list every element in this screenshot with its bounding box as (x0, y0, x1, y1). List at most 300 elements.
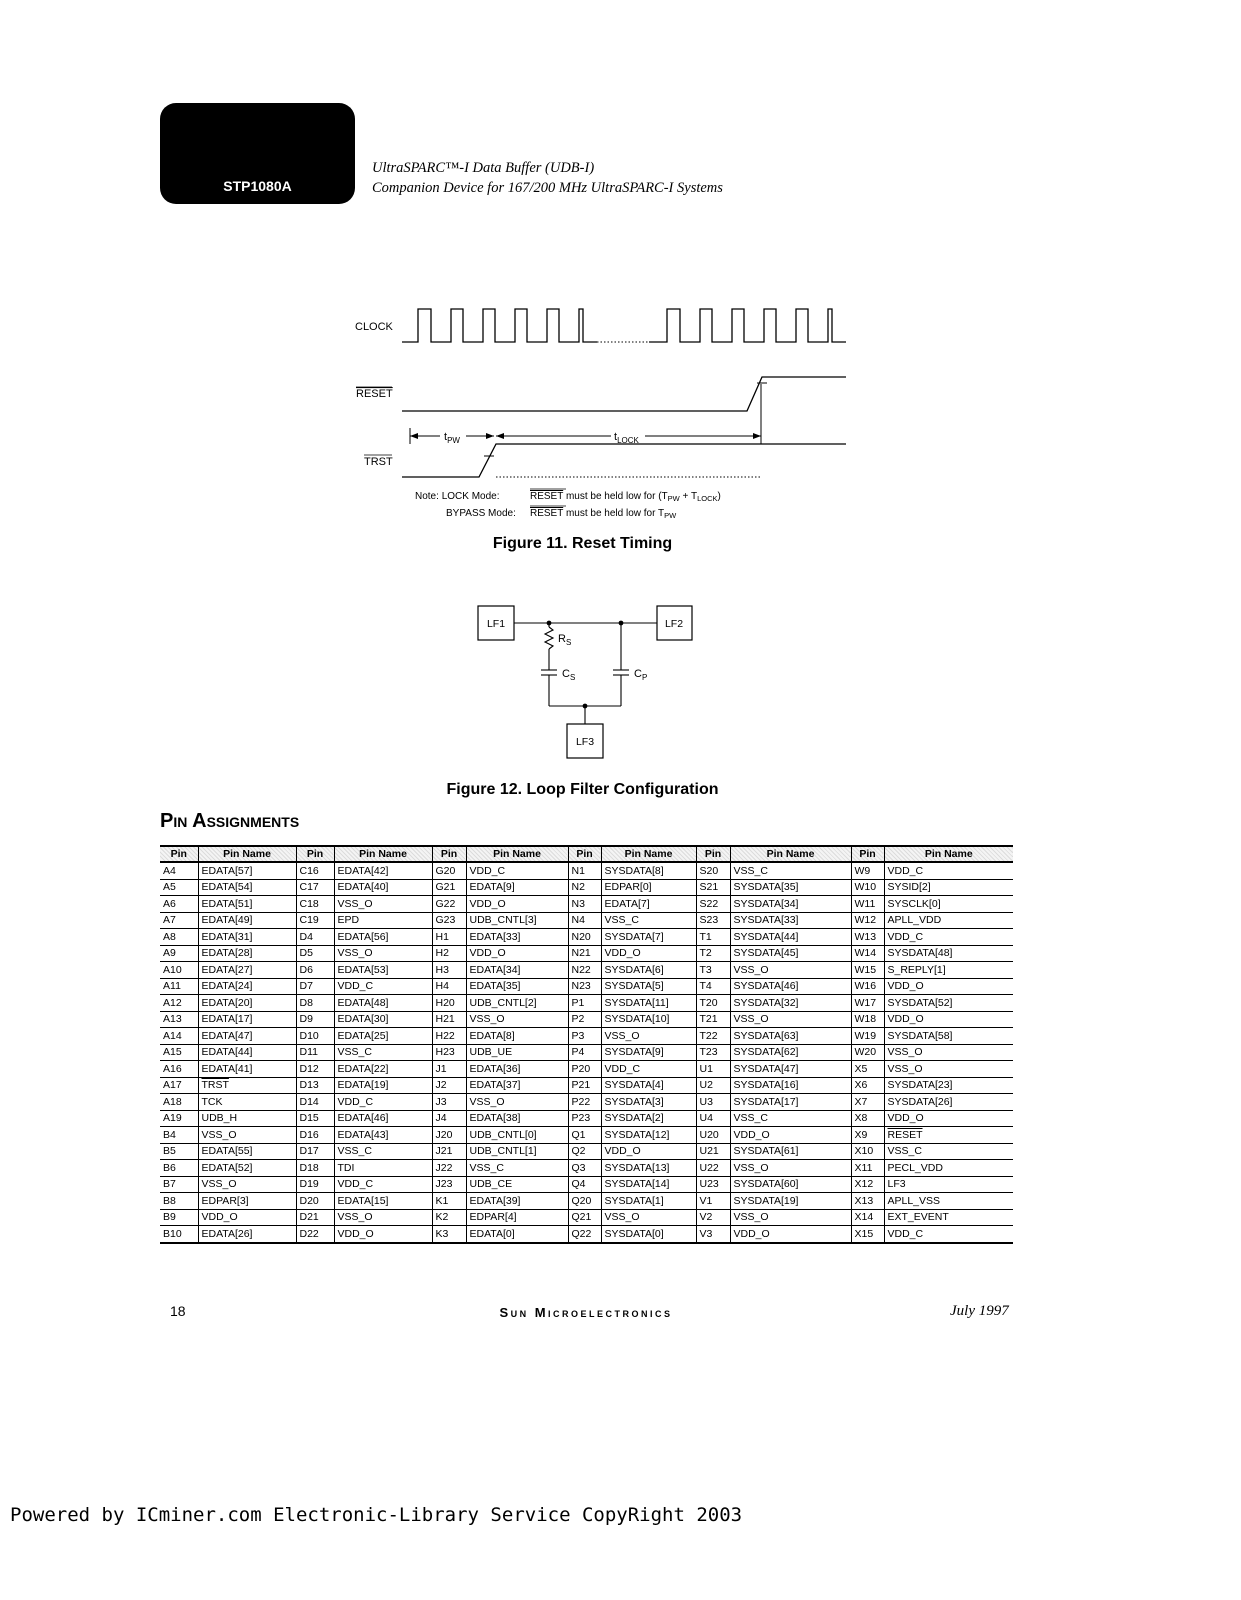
pin-name-cell: EDATA[54] (198, 879, 296, 896)
pin-name-cell: SYSDATA[61] (730, 1143, 851, 1160)
pin-cell: N21 (568, 945, 601, 962)
pin-name-cell: EDATA[48] (334, 995, 432, 1012)
table-row (160, 1193, 1013, 1210)
table-row (160, 1061, 1013, 1078)
note-line1-detail: RESET must be held low for $(T_{PW} + T_{LOCK})$ (530, 491, 721, 503)
tpw-label: $t_{PW}$ (444, 431, 460, 445)
pin-name-cell: TCK (198, 1094, 296, 1111)
pin-name-cell: SYSDATA[5] (601, 978, 696, 995)
pin-cell: Q22 (568, 1226, 601, 1243)
clock-waveform-left (402, 309, 597, 342)
pin-cell: A14 (160, 1028, 198, 1045)
pin-cell: W20 (851, 1044, 884, 1061)
table-row (160, 945, 1013, 962)
pin-cell: Q21 (568, 1209, 601, 1226)
pin-cell: K1 (432, 1193, 466, 1210)
pin-cell: C17 (296, 879, 334, 896)
table-row (160, 1094, 1013, 1111)
pin-name-cell: VSS_O (884, 1061, 1013, 1078)
publication-date: July 1997 (950, 1303, 1009, 1319)
pin-name-cell: SYSDATA[7] (601, 929, 696, 946)
pin-name-cell: VSS_C (601, 912, 696, 929)
document-title-line2: Companion Device for 167/200 MHz UltraSPARC-I Systems (372, 180, 723, 196)
pin-name-cell: VDD_O (730, 1226, 851, 1243)
table-row (160, 879, 1013, 896)
pin-name-cell: SYSDATA[48] (884, 945, 1013, 962)
pin-name-cell: VDD_O (601, 1143, 696, 1160)
pin-cell: J20 (432, 1127, 466, 1144)
table-row (160, 995, 1013, 1012)
pin-cell: T1 (696, 929, 730, 946)
pin-cell: P21 (568, 1077, 601, 1094)
pin-name-cell: VSS_O (730, 962, 851, 979)
pin-name-cell: VSS_O (334, 1209, 432, 1226)
pin-cell: J21 (432, 1143, 466, 1160)
pin-cell: H1 (432, 929, 466, 946)
pin-cell: U20 (696, 1127, 730, 1144)
pin-name-cell: EDATA[39] (466, 1193, 568, 1210)
pin-cell: P2 (568, 1011, 601, 1028)
pin-cell: G22 (432, 896, 466, 913)
pin-cell: P20 (568, 1061, 601, 1078)
pin-cell: H2 (432, 945, 466, 962)
tlock-arrow-left (496, 433, 504, 439)
pin-name-cell: EDATA[0] (466, 1226, 568, 1243)
pin-cell: D4 (296, 929, 334, 946)
pin-name-cell: EDATA[9] (466, 879, 568, 896)
pin-cell: B6 (160, 1160, 198, 1177)
table-row (160, 1028, 1013, 1045)
pin-cell: X9 (851, 1127, 884, 1144)
pin-cell: D9 (296, 1011, 334, 1028)
table-row (160, 912, 1013, 929)
lf1-label: LF1 (486, 618, 506, 630)
pin-name-cell: SYSDATA[60] (730, 1176, 851, 1193)
pin-cell: D18 (296, 1160, 334, 1177)
pin-cell: J4 (432, 1110, 466, 1127)
pin-name-cell: VDD_O (884, 978, 1013, 995)
pin-name-cell: VDD_O (884, 1110, 1013, 1127)
pin-name-cell: SYSDATA[32] (730, 995, 851, 1012)
pin-name-cell: SYSDATA[34] (730, 896, 851, 913)
table-row (160, 929, 1013, 946)
pin-cell: D6 (296, 962, 334, 979)
pin-name-cell: EDATA[47] (198, 1028, 296, 1045)
pin-name-cell: EDATA[40] (334, 879, 432, 896)
pin-cell: D22 (296, 1226, 334, 1243)
table-row (160, 1110, 1013, 1127)
pin-name-cell: VSS_O (730, 1011, 851, 1028)
pin-cell: N3 (568, 896, 601, 913)
column-header-pin-name: Pin Name (601, 846, 696, 862)
pin-name-cell: VSS_O (334, 896, 432, 913)
pin-cell: G21 (432, 879, 466, 896)
column-header-pin: Pin (432, 846, 466, 862)
pin-name-cell: UDB_CNTL[3] (466, 912, 568, 929)
reset-signal-label: RESET (356, 388, 393, 400)
pin-cell: D13 (296, 1077, 334, 1094)
pin-name-cell: EDATA[43] (334, 1127, 432, 1144)
pin-cell: W15 (851, 962, 884, 979)
pin-name-cell: EDATA[49] (198, 912, 296, 929)
pin-cell: N1 (568, 862, 601, 879)
pin-cell: U21 (696, 1143, 730, 1160)
pin-name-cell: EDATA[37] (466, 1077, 568, 1094)
pin-cell: H3 (432, 962, 466, 979)
clock-signal-label: CLOCK (355, 321, 393, 333)
pin-cell: H21 (432, 1011, 466, 1028)
pin-cell: B8 (160, 1193, 198, 1210)
pin-name-cell: SYSDATA[52] (884, 995, 1013, 1012)
pin-name-cell: VDD_O (198, 1209, 296, 1226)
pin-cell: U22 (696, 1160, 730, 1177)
pin-cell: D11 (296, 1044, 334, 1061)
pin-name-cell: SYSDATA[12] (601, 1127, 696, 1144)
tlock-arrow-right (753, 433, 761, 439)
pin-name-cell: VDD_C (334, 1176, 432, 1193)
pin-cell: D10 (296, 1028, 334, 1045)
pin-cell: D20 (296, 1193, 334, 1210)
tpw-arrow-left (410, 433, 418, 439)
pin-cell: V3 (696, 1226, 730, 1243)
pin-name-cell: EPD (334, 912, 432, 929)
pin-name-cell: EDATA[19] (334, 1077, 432, 1094)
pin-name-cell: SYSDATA[63] (730, 1028, 851, 1045)
table-row (160, 978, 1013, 995)
pin-cell: S23 (696, 912, 730, 929)
pin-cell: J3 (432, 1094, 466, 1111)
pin-name-cell: SYSDATA[0] (601, 1226, 696, 1243)
pin-name-cell: VSS_C (334, 1044, 432, 1061)
pin-name-cell: SYSDATA[17] (730, 1094, 851, 1111)
pin-cell: P23 (568, 1110, 601, 1127)
pin-cell: A5 (160, 879, 198, 896)
page-number: 18 (170, 1303, 186, 1319)
pin-cell: W18 (851, 1011, 884, 1028)
table-row (160, 1143, 1013, 1160)
pin-cell: W12 (851, 912, 884, 929)
pin-name-cell: UDB_UE (466, 1044, 568, 1061)
pin-name-cell: VSS_O (198, 1127, 296, 1144)
pin-cell: D12 (296, 1061, 334, 1078)
reset-waveform (402, 377, 846, 411)
pin-cell: W17 (851, 995, 884, 1012)
pin-cell: G23 (432, 912, 466, 929)
pin-cell: Q2 (568, 1143, 601, 1160)
pin-name-cell: EDATA[44] (198, 1044, 296, 1061)
pin-cell: Q3 (568, 1160, 601, 1177)
pin-name-cell: EDATA[53] (334, 962, 432, 979)
pin-cell: P4 (568, 1044, 601, 1061)
pin-name-cell: EDPAR[0] (601, 879, 696, 896)
pin-cell: X15 (851, 1226, 884, 1243)
rs-label: $R_S$ (558, 633, 572, 647)
pin-cell: J23 (432, 1176, 466, 1193)
pin-name-cell: UDB_H (198, 1110, 296, 1127)
table-row (160, 1127, 1013, 1144)
pin-cell: T3 (696, 962, 730, 979)
pin-name-cell: VDD_O (730, 1127, 851, 1144)
pin-cell: J2 (432, 1077, 466, 1094)
column-header-pin: Pin (160, 846, 198, 862)
pin-name-cell: VDD_O (884, 1011, 1013, 1028)
reset-timing-diagram (0, 0, 1241, 530)
pin-name-cell: EDATA[17] (198, 1011, 296, 1028)
pin-name-cell: SYSDATA[58] (884, 1028, 1013, 1045)
pin-cell: H23 (432, 1044, 466, 1061)
loop-filter-diagram (0, 590, 1241, 770)
pin-cell: D21 (296, 1209, 334, 1226)
pin-cell: W13 (851, 929, 884, 946)
pin-name-cell: UDB_CE (466, 1176, 568, 1193)
pin-name-cell: EDATA[55] (198, 1143, 296, 1160)
pin-cell: S21 (696, 879, 730, 896)
pin-cell: D8 (296, 995, 334, 1012)
pin-name-cell: SYSDATA[11] (601, 995, 696, 1012)
pin-cell: B4 (160, 1127, 198, 1144)
pin-cell: D17 (296, 1143, 334, 1160)
pin-name-cell: VSS_O (730, 1160, 851, 1177)
pin-cell: T2 (696, 945, 730, 962)
pin-cell: A9 (160, 945, 198, 962)
tpw-arrow-right (486, 433, 494, 439)
pin-cell: X10 (851, 1143, 884, 1160)
pin-cell: N22 (568, 962, 601, 979)
pin-name-cell: VDD_C (601, 1061, 696, 1078)
pin-name-cell: VSS_O (198, 1176, 296, 1193)
pin-name-cell: EDATA[51] (198, 896, 296, 913)
pin-name-cell: VDD_C (334, 1094, 432, 1111)
pin-cell: A18 (160, 1094, 198, 1111)
pin-name-cell: VDD_C (884, 1226, 1013, 1243)
pin-name-cell: EDATA[25] (334, 1028, 432, 1045)
pin-name-cell: SYSDATA[9] (601, 1044, 696, 1061)
pin-name-cell: SYSDATA[35] (730, 879, 851, 896)
pin-name-cell: EDATA[42] (334, 862, 432, 879)
pin-name-cell: SYSDATA[44] (730, 929, 851, 946)
pin-cell: N20 (568, 929, 601, 946)
pin-cell: B10 (160, 1226, 198, 1243)
pin-cell: W14 (851, 945, 884, 962)
pin-assignments-heading: Pin Assignments (160, 810, 300, 832)
column-header-pin-name: Pin Name (466, 846, 568, 862)
pin-name-cell: EDATA[7] (601, 896, 696, 913)
pin-cell: A11 (160, 978, 198, 995)
pin-name-cell: LF3 (884, 1176, 1013, 1193)
pin-name-cell: SYSDATA[26] (884, 1094, 1013, 1111)
pin-name-cell: SYSDATA[8] (601, 862, 696, 879)
pin-name-cell: EDATA[26] (198, 1226, 296, 1243)
pin-cell: X8 (851, 1110, 884, 1127)
pin-cell: P22 (568, 1094, 601, 1111)
cs-label: $C_S$ (562, 668, 576, 682)
trst-signal-label: TRST (364, 456, 393, 468)
column-header-pin-name: Pin Name (730, 846, 851, 862)
pin-cell: K3 (432, 1226, 466, 1243)
pin-name-cell: SYSDATA[47] (730, 1061, 851, 1078)
pin-name-cell: VDD_O (601, 945, 696, 962)
table-row (160, 1077, 1013, 1094)
pin-cell: T21 (696, 1011, 730, 1028)
pin-name-cell: UDB_CNTL[2] (466, 995, 568, 1012)
cp-label: $C_P$ (634, 668, 648, 682)
pin-name-cell: UDB_CNTL[0] (466, 1127, 568, 1144)
pin-name-cell: SYSDATA[10] (601, 1011, 696, 1028)
pin-cell: U3 (696, 1094, 730, 1111)
pin-cell: W11 (851, 896, 884, 913)
pin-cell: C16 (296, 862, 334, 879)
pin-cell: P1 (568, 995, 601, 1012)
pin-cell: A19 (160, 1110, 198, 1127)
pin-name-cell: TRST (198, 1077, 296, 1094)
pin-name-cell: PECL_VDD (884, 1160, 1013, 1177)
pin-cell: H22 (432, 1028, 466, 1045)
pin-name-cell: VSS_O (334, 945, 432, 962)
pin-name-cell: VSS_C (730, 862, 851, 879)
pin-cell: Q4 (568, 1176, 601, 1193)
pin-cell: X6 (851, 1077, 884, 1094)
pin-name-cell: VDD_C (466, 862, 568, 879)
table-row (160, 1226, 1013, 1243)
pin-name-cell: EDATA[57] (198, 862, 296, 879)
column-header-pin: Pin (851, 846, 884, 862)
pin-cell: Q1 (568, 1127, 601, 1144)
lf3-label: LF3 (575, 736, 595, 748)
pin-name-cell: EDATA[15] (334, 1193, 432, 1210)
pin-cell: D16 (296, 1127, 334, 1144)
pin-name-cell: EDATA[52] (198, 1160, 296, 1177)
pin-name-cell: EDATA[46] (334, 1110, 432, 1127)
pin-cell: D7 (296, 978, 334, 995)
tlock-label: $t_{LOCK}$ (614, 431, 639, 445)
column-header-pin-name: Pin Name (198, 846, 296, 862)
pin-name-cell: EDATA[27] (198, 962, 296, 979)
document-title-line1: UltraSPARC™-I Data Buffer (UDB-I) (372, 160, 595, 176)
pin-cell: N2 (568, 879, 601, 896)
node-dot-cp (619, 621, 624, 626)
pin-cell: W10 (851, 879, 884, 896)
pin-name-cell: VSS_O (884, 1044, 1013, 1061)
pin-cell: V2 (696, 1209, 730, 1226)
pin-name-cell: APLL_VDD (884, 912, 1013, 929)
table-row (160, 896, 1013, 913)
pin-cell: P3 (568, 1028, 601, 1045)
pin-cell: A16 (160, 1061, 198, 1078)
pin-name-cell: SYSDATA[46] (730, 978, 851, 995)
pin-name-cell: SYSID[2] (884, 879, 1013, 896)
pin-name-cell: EDATA[30] (334, 1011, 432, 1028)
pin-name-cell: EDATA[34] (466, 962, 568, 979)
pin-name-cell: EDATA[22] (334, 1061, 432, 1078)
clock-waveform-right (649, 309, 846, 342)
pin-cell: X12 (851, 1176, 884, 1193)
pin-cell: A4 (160, 862, 198, 879)
pin-name-cell: SYSDATA[45] (730, 945, 851, 962)
pin-name-cell: VDD_O (466, 896, 568, 913)
pin-name-cell: EDATA[41] (198, 1061, 296, 1078)
pin-cell: S20 (696, 862, 730, 879)
pin-name-cell: SYSDATA[3] (601, 1094, 696, 1111)
trst-waveform (402, 444, 846, 477)
pin-cell: X7 (851, 1094, 884, 1111)
pin-cell: T23 (696, 1044, 730, 1061)
pin-name-cell: SYSDATA[14] (601, 1176, 696, 1193)
pin-name-cell: EDATA[36] (466, 1061, 568, 1078)
node-dot-rs (547, 621, 552, 626)
pin-cell: U23 (696, 1176, 730, 1193)
pin-name-cell: VSS_O (466, 1011, 568, 1028)
pin-name-cell: EDPAR[3] (198, 1193, 296, 1210)
lf2-label: LF2 (664, 618, 684, 630)
pin-cell: D19 (296, 1176, 334, 1193)
pin-name-cell: SYSDATA[19] (730, 1193, 851, 1210)
pin-name-cell: EDATA[20] (198, 995, 296, 1012)
pin-cell: H4 (432, 978, 466, 995)
pin-cell: A12 (160, 995, 198, 1012)
pin-cell: D5 (296, 945, 334, 962)
pin-cell: A17 (160, 1077, 198, 1094)
pin-name-cell: VDD_C (884, 862, 1013, 879)
pin-name-cell: SYSCLK[0] (884, 896, 1013, 913)
note-line1: Note: LOCK Mode: (415, 491, 500, 502)
pin-cell: J1 (432, 1061, 466, 1078)
pin-name-cell: EDATA[31] (198, 929, 296, 946)
pin-name-cell: S_REPLY[1] (884, 962, 1013, 979)
node-dot-lf3 (583, 704, 588, 709)
pin-name-cell: EDATA[28] (198, 945, 296, 962)
pin-cell: A10 (160, 962, 198, 979)
watermark-text: Powered by ICminer.com Electronic-Library Service CopyRight 2003 (10, 1504, 743, 1526)
pin-name-cell: SYSDATA[16] (730, 1077, 851, 1094)
part-number-label: STP1080A (223, 178, 292, 194)
column-header-pin: Pin (296, 846, 334, 862)
pin-cell: C18 (296, 896, 334, 913)
pin-cell: B9 (160, 1209, 198, 1226)
pin-cell: T4 (696, 978, 730, 995)
pin-name-cell: VSS_C (884, 1143, 1013, 1160)
pin-name-cell: SYSDATA[13] (601, 1160, 696, 1177)
pin-cell: D15 (296, 1110, 334, 1127)
pin-name-cell: VDD_C (884, 929, 1013, 946)
table-row (160, 1011, 1013, 1028)
pin-cell: A7 (160, 912, 198, 929)
pin-name-cell: VSS_C (334, 1143, 432, 1160)
pin-cell: X14 (851, 1209, 884, 1226)
pin-cell: A6 (160, 896, 198, 913)
pin-cell: Q20 (568, 1193, 601, 1210)
pin-cell: J22 (432, 1160, 466, 1177)
table-row (160, 1176, 1013, 1193)
column-header-pin: Pin (568, 846, 601, 862)
pin-name-cell: SYSDATA[1] (601, 1193, 696, 1210)
pin-cell: X5 (851, 1061, 884, 1078)
pin-name-cell: UDB_CNTL[1] (466, 1143, 568, 1160)
pin-cell: B7 (160, 1176, 198, 1193)
pin-name-cell: SYSDATA[23] (884, 1077, 1013, 1094)
pin-name-cell: VSS_O (466, 1094, 568, 1111)
pin-name-cell: SYSDATA[62] (730, 1044, 851, 1061)
pin-name-cell: SYSDATA[6] (601, 962, 696, 979)
pin-cell: C19 (296, 912, 334, 929)
pin-name-cell: EXT_EVENT (884, 1209, 1013, 1226)
pin-cell: K2 (432, 1209, 466, 1226)
pin-name-cell: VSS_C (730, 1110, 851, 1127)
note-line2: BYPASS Mode: (446, 508, 516, 519)
table-row (160, 1160, 1013, 1177)
pin-name-cell: VSS_O (601, 1209, 696, 1226)
table-row (160, 862, 1013, 879)
pin-cell: X13 (851, 1193, 884, 1210)
